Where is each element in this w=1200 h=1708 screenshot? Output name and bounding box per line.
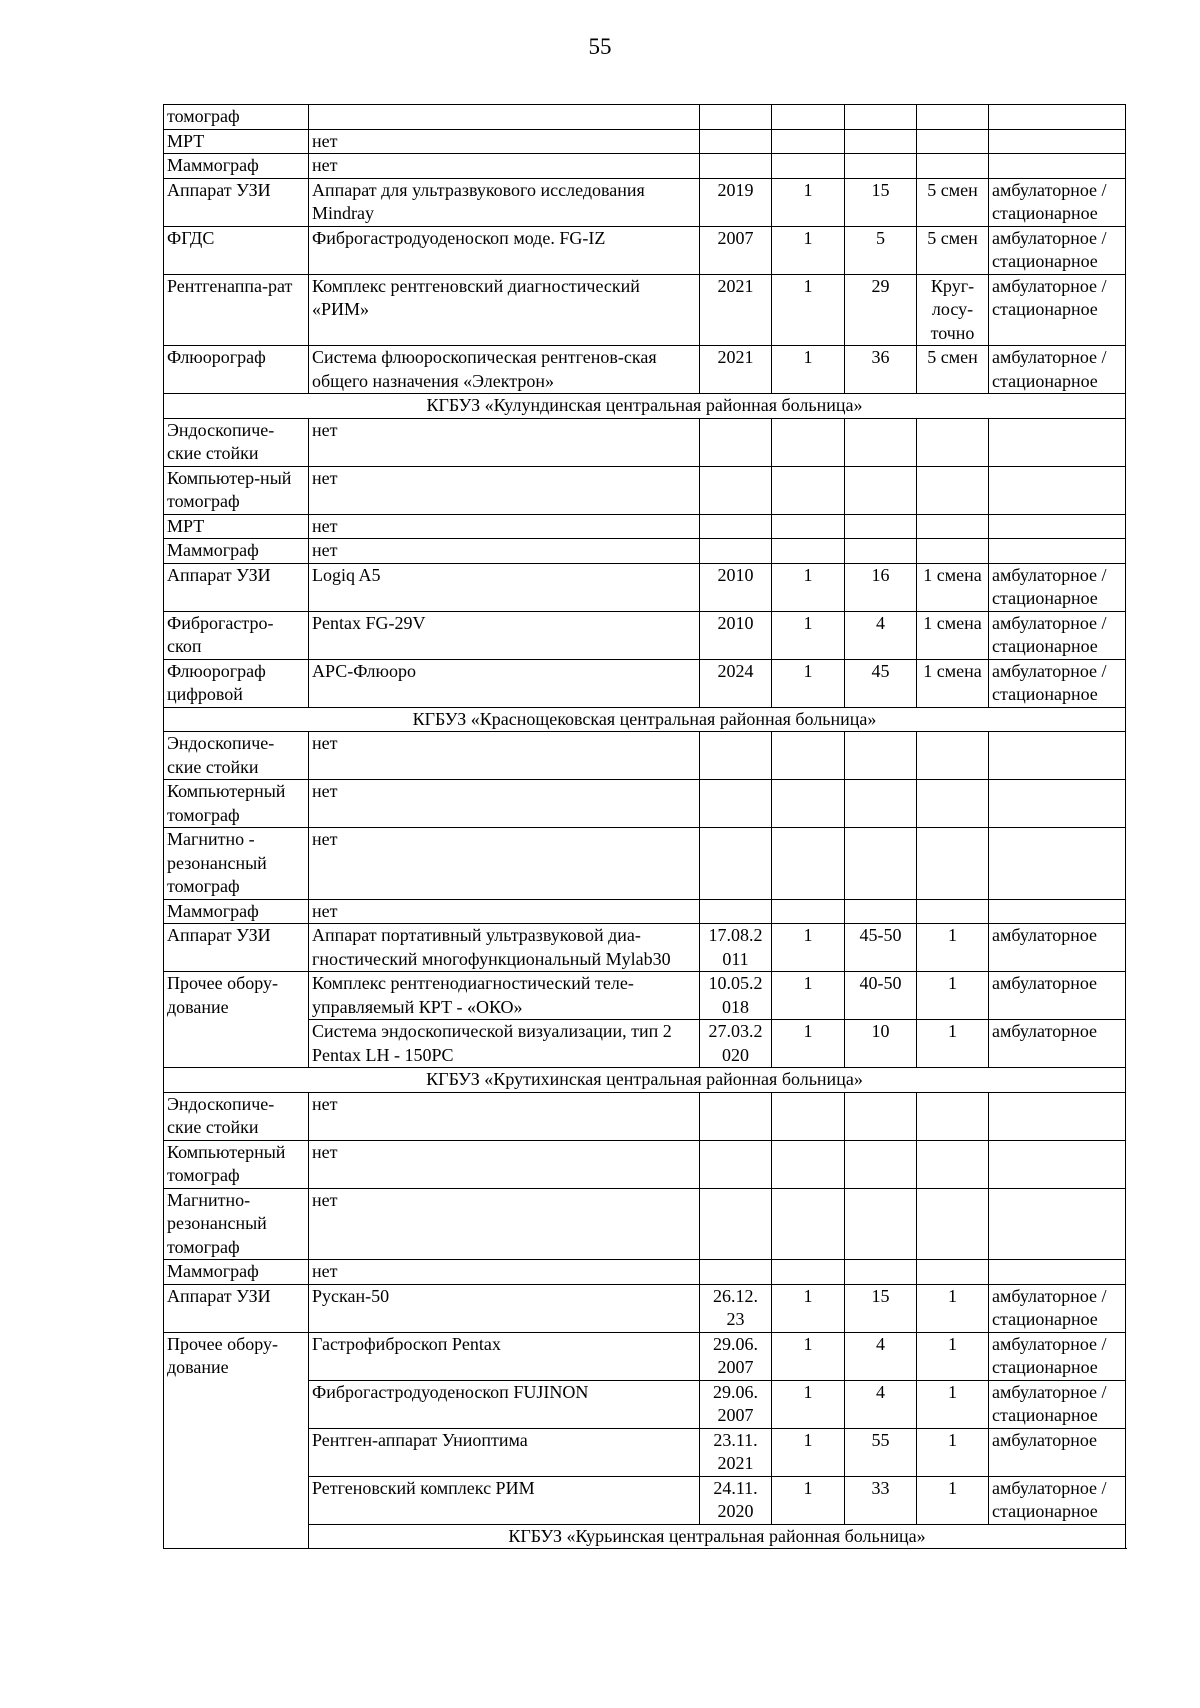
quantity-cell: [772, 105, 845, 130]
shift-cell: [917, 1188, 989, 1260]
quantity-cell: 1: [772, 1332, 845, 1380]
table-row: [164, 129, 1126, 154]
table-row: [164, 154, 1126, 179]
shift-cell: 1: [917, 1476, 989, 1524]
shift-cell: [917, 129, 989, 154]
load-cell: 33: [845, 1476, 917, 1524]
table-row: [164, 466, 1126, 514]
section-title: КГБУЗ «Кулундинская центральная районная больница»: [164, 394, 1126, 419]
shift-cell: 1: [917, 1428, 989, 1476]
equipment-model-cell: нет: [309, 828, 700, 900]
table-row: [164, 899, 1126, 924]
load-cell: [845, 1092, 917, 1140]
load-cell: 4: [845, 1332, 917, 1380]
equipment-model-cell: нет: [309, 1140, 700, 1188]
table-row: [164, 514, 1126, 539]
load-cell: [845, 899, 917, 924]
year-cell: 17.08.2 011: [700, 924, 772, 972]
equipment-model-cell: нет: [309, 899, 700, 924]
section-header-row: [164, 394, 1126, 419]
year-cell: 27.03.2 020: [700, 1020, 772, 1068]
year-cell: 2010: [700, 611, 772, 659]
year-cell: [700, 418, 772, 466]
equipment-type-cell: томограф: [164, 105, 309, 130]
load-cell: 15: [845, 178, 917, 226]
quantity-cell: [772, 539, 845, 564]
table-row: [164, 828, 1126, 900]
shift-cell: 1 смена: [917, 611, 989, 659]
shift-cell: [917, 780, 989, 828]
table-row: [164, 105, 1126, 130]
equipment-model-cell: Комплекс рентгеновский диагностический «РИМ»: [309, 274, 700, 346]
shift-cell: 5 смен: [917, 178, 989, 226]
year-cell: [700, 1260, 772, 1285]
care-mode-cell: [989, 899, 1126, 924]
year-cell: [700, 466, 772, 514]
shift-cell: [917, 514, 989, 539]
quantity-cell: 1: [772, 226, 845, 274]
equipment-model-cell: Аппарат для ультразвукового исследования Mindray: [309, 178, 700, 226]
equipment-model-cell: нет: [309, 732, 700, 780]
shift-cell: [917, 1092, 989, 1140]
equipment-type-cell: Эндоскопиче-ские стойки: [164, 1092, 309, 1140]
table-row: [164, 659, 1126, 707]
load-cell: 36: [845, 346, 917, 394]
table-row: [164, 563, 1126, 611]
load-cell: [845, 1188, 917, 1260]
load-cell: [845, 780, 917, 828]
load-cell: [845, 154, 917, 179]
load-cell: [845, 1260, 917, 1285]
equipment-model-cell: Logiq A5: [309, 563, 700, 611]
quantity-cell: [772, 154, 845, 179]
equipment-type-cell: Маммограф: [164, 539, 309, 564]
table-row: [164, 1092, 1126, 1140]
equipment-type-cell: МРТ: [164, 514, 309, 539]
equipment-model-cell: АРС-Флюоро: [309, 659, 700, 707]
load-cell: [845, 828, 917, 900]
care-mode-cell: [989, 828, 1126, 900]
equipment-table-body: [164, 105, 1126, 1549]
quantity-cell: 1: [772, 1380, 845, 1428]
equipment-type-cell: Компьютерный томограф: [164, 1140, 309, 1188]
care-mode-cell: амбулаторное / стационарное: [989, 611, 1126, 659]
year-cell: [700, 154, 772, 179]
care-mode-cell: [989, 1260, 1126, 1285]
equipment-type-cell: ФГДС: [164, 226, 309, 274]
quantity-cell: [772, 514, 845, 539]
equipment-model-cell: Система эндоскопической визуализации, тип 2 Pentax LH - 150PC: [309, 1020, 700, 1068]
quantity-cell: [772, 1092, 845, 1140]
care-mode-cell: амбулаторное / стационарное: [989, 1332, 1126, 1380]
care-mode-cell: амбулаторное: [989, 924, 1126, 972]
equipment-type-cell: Эндоскопиче-ские стойки: [164, 732, 309, 780]
equipment-model-cell: Аппарат портативный ультразвуковой диа-гностический многофункциональный Mylab30: [309, 924, 700, 972]
table-row: [164, 418, 1126, 466]
page-number: 55: [588, 34, 612, 59]
year-cell: [700, 1188, 772, 1260]
table-row: [164, 274, 1126, 346]
equipment-model-cell: нет: [309, 1092, 700, 1140]
load-cell: 40-50: [845, 972, 917, 1020]
shift-cell: [917, 418, 989, 466]
section-header-row: [164, 1524, 1126, 1549]
shift-cell: 1 смена: [917, 659, 989, 707]
year-cell: [700, 780, 772, 828]
quantity-cell: [772, 1260, 845, 1285]
equipment-model-cell: Система флюороскопическая рентгенов-ская общего назначения «Электрон»: [309, 346, 700, 394]
care-mode-cell: [989, 732, 1126, 780]
equipment-model-cell: Комплекс рентгенодиагностический теле-управляемый КРТ - «ОКО»: [309, 972, 700, 1020]
quantity-cell: [772, 1188, 845, 1260]
equipment-model-cell: Pentax FG-29V: [309, 611, 700, 659]
year-cell: [700, 514, 772, 539]
shift-cell: 5 смен: [917, 346, 989, 394]
equipment-model-cell: Ретгеновский комплекс РИМ: [309, 1476, 700, 1524]
care-mode-cell: [989, 1140, 1126, 1188]
equipment-type-cell: Маммограф: [164, 1260, 309, 1285]
quantity-cell: 1: [772, 563, 845, 611]
care-mode-cell: амбулаторное / стационарное: [989, 346, 1126, 394]
year-cell: 2019: [700, 178, 772, 226]
table-row: [164, 1380, 1126, 1428]
shift-cell: [917, 1140, 989, 1188]
shift-cell: [917, 105, 989, 130]
shift-cell: 1: [917, 1020, 989, 1068]
year-cell: [700, 1092, 772, 1140]
table-row: [164, 1188, 1126, 1260]
shift-cell: [917, 732, 989, 780]
equipment-type-cell: Магнитно-резонансный томограф: [164, 1188, 309, 1260]
table-row: [164, 539, 1126, 564]
quantity-cell: [772, 1140, 845, 1188]
care-mode-cell: амбулаторное: [989, 972, 1126, 1020]
equipment-model-cell: нет: [309, 1260, 700, 1285]
table-row: [164, 972, 1126, 1020]
year-cell: [700, 732, 772, 780]
care-mode-cell: [989, 1188, 1126, 1260]
quantity-cell: [772, 466, 845, 514]
quantity-cell: [772, 828, 845, 900]
year-cell: 2010: [700, 563, 772, 611]
care-mode-cell: [989, 154, 1126, 179]
care-mode-cell: амбулаторное: [989, 1428, 1126, 1476]
equipment-model-cell: нет: [309, 1188, 700, 1260]
equipment-model-cell: нет: [309, 514, 700, 539]
equipment-model-cell: Гастрофиброскоп Pentax: [309, 1332, 700, 1380]
equipment-type-cell: Прочее обору-дование: [164, 972, 309, 1068]
section-title: КГБУЗ «Краснощековская центральная районная больница»: [164, 707, 1126, 732]
load-cell: [845, 514, 917, 539]
quantity-cell: 1: [772, 924, 845, 972]
load-cell: 29: [845, 274, 917, 346]
equipment-type-cell: Маммограф: [164, 154, 309, 179]
equipment-type-cell: Аппарат УЗИ: [164, 563, 309, 611]
table-row: [164, 780, 1126, 828]
section-header-row: [164, 707, 1126, 732]
care-mode-cell: [989, 466, 1126, 514]
equipment-type-cell: Прочее обору-дование: [164, 1332, 309, 1549]
equipment-type-cell: Аппарат УЗИ: [164, 1284, 309, 1332]
care-mode-cell: [989, 780, 1126, 828]
load-cell: [845, 539, 917, 564]
year-cell: 10.05.2 018: [700, 972, 772, 1020]
table-row: [164, 226, 1126, 274]
shift-cell: [917, 539, 989, 564]
equipment-type-cell: Эндоскопиче-ские стойки: [164, 418, 309, 466]
equipment-type-cell: Флюорограф: [164, 346, 309, 394]
equipment-type-cell: Компьютерный томограф: [164, 780, 309, 828]
quantity-cell: 1: [772, 611, 845, 659]
shift-cell: Круг-лосу-точно: [917, 274, 989, 346]
year-cell: [700, 899, 772, 924]
year-cell: 24.11. 2020: [700, 1476, 772, 1524]
table-row: [164, 1476, 1126, 1524]
equipment-model-cell: Рускан-50: [309, 1284, 700, 1332]
year-cell: 23.11. 2021: [700, 1428, 772, 1476]
equipment-model-cell: нет: [309, 780, 700, 828]
table-row: [164, 1140, 1126, 1188]
year-cell: [700, 129, 772, 154]
equipment-model-cell: Рентген-аппарат Униоптима: [309, 1428, 700, 1476]
year-cell: [700, 1140, 772, 1188]
section-title: КГБУЗ «Курьинская центральная районная больница»: [309, 1524, 1126, 1549]
load-cell: [845, 466, 917, 514]
shift-cell: 5 смен: [917, 226, 989, 274]
load-cell: 4: [845, 611, 917, 659]
equipment-model-cell: Фиброгастродуоденоскоп FUJINON: [309, 1380, 700, 1428]
care-mode-cell: [989, 539, 1126, 564]
shift-cell: [917, 1260, 989, 1285]
equipment-type-cell: Маммограф: [164, 899, 309, 924]
quantity-cell: [772, 732, 845, 780]
table-row: [164, 1284, 1126, 1332]
load-cell: [845, 129, 917, 154]
shift-cell: [917, 828, 989, 900]
care-mode-cell: амбулаторное / стационарное: [989, 1380, 1126, 1428]
care-mode-cell: [989, 105, 1126, 130]
load-cell: 45: [845, 659, 917, 707]
year-cell: 2021: [700, 346, 772, 394]
care-mode-cell: амбулаторное / стационарное: [989, 659, 1126, 707]
shift-cell: [917, 466, 989, 514]
care-mode-cell: амбулаторное / стационарное: [989, 178, 1126, 226]
equipment-type-cell: МРТ: [164, 129, 309, 154]
load-cell: 55: [845, 1428, 917, 1476]
equipment-type-cell: Фиброгастро-скоп: [164, 611, 309, 659]
equipment-type-cell: Флюорограф цифровой: [164, 659, 309, 707]
quantity-cell: 1: [772, 1020, 845, 1068]
equipment-model-cell: нет: [309, 466, 700, 514]
section-header-row: [164, 1068, 1126, 1093]
shift-cell: 1: [917, 1380, 989, 1428]
shift-cell: 1: [917, 1332, 989, 1380]
equipment-model-cell: [309, 105, 700, 130]
load-cell: 16: [845, 563, 917, 611]
care-mode-cell: амбулаторное: [989, 1020, 1126, 1068]
load-cell: 45-50: [845, 924, 917, 972]
equipment-table: [163, 104, 1126, 1549]
care-mode-cell: амбулаторное / стационарное: [989, 1284, 1126, 1332]
year-cell: [700, 828, 772, 900]
quantity-cell: 1: [772, 972, 845, 1020]
table-row: [164, 732, 1126, 780]
table-row: [164, 1260, 1126, 1285]
care-mode-cell: [989, 514, 1126, 539]
care-mode-cell: [989, 418, 1126, 466]
table-row: [164, 924, 1126, 972]
equipment-type-cell: Аппарат УЗИ: [164, 178, 309, 226]
quantity-cell: 1: [772, 1284, 845, 1332]
load-cell: 10: [845, 1020, 917, 1068]
shift-cell: 1: [917, 1284, 989, 1332]
quantity-cell: [772, 899, 845, 924]
quantity-cell: [772, 780, 845, 828]
equipment-model-cell: Фиброгастродуоденоскоп моде. FG-IZ: [309, 226, 700, 274]
load-cell: 15: [845, 1284, 917, 1332]
year-cell: 2021: [700, 274, 772, 346]
care-mode-cell: амбулаторное / стационарное: [989, 1476, 1126, 1524]
equipment-type-cell: Аппарат УЗИ: [164, 924, 309, 972]
load-cell: 5: [845, 226, 917, 274]
year-cell: 2024: [700, 659, 772, 707]
year-cell: [700, 105, 772, 130]
quantity-cell: [772, 129, 845, 154]
load-cell: [845, 105, 917, 130]
quantity-cell: 1: [772, 178, 845, 226]
quantity-cell: 1: [772, 274, 845, 346]
care-mode-cell: [989, 129, 1126, 154]
table-row: [164, 1020, 1126, 1068]
care-mode-cell: амбулаторное / стационарное: [989, 226, 1126, 274]
care-mode-cell: [989, 1092, 1126, 1140]
quantity-cell: 1: [772, 1476, 845, 1524]
load-cell: [845, 418, 917, 466]
load-cell: [845, 732, 917, 780]
shift-cell: [917, 154, 989, 179]
table-row: [164, 178, 1126, 226]
shift-cell: 1: [917, 972, 989, 1020]
year-cell: 26.12. 23: [700, 1284, 772, 1332]
section-title: КГБУЗ «Крутихинская центральная районная больница»: [164, 1068, 1126, 1093]
load-cell: [845, 1140, 917, 1188]
quantity-cell: 1: [772, 659, 845, 707]
year-cell: 2007: [700, 226, 772, 274]
shift-cell: [917, 899, 989, 924]
quantity-cell: [772, 418, 845, 466]
table-row: [164, 611, 1126, 659]
care-mode-cell: амбулаторное / стационарное: [989, 563, 1126, 611]
care-mode-cell: амбулаторное / стационарное: [989, 274, 1126, 346]
equipment-type-cell: Рентгенаппа-рат: [164, 274, 309, 346]
load-cell: 4: [845, 1380, 917, 1428]
table-row: [164, 1332, 1126, 1380]
quantity-cell: 1: [772, 346, 845, 394]
equipment-type-cell: Магнитно - резонансный томограф: [164, 828, 309, 900]
shift-cell: 1 смена: [917, 563, 989, 611]
year-cell: 29.06. 2007: [700, 1380, 772, 1428]
equipment-model-cell: нет: [309, 154, 700, 179]
equipment-model-cell: нет: [309, 539, 700, 564]
equipment-type-cell: Компьютер-ный томограф: [164, 466, 309, 514]
equipment-model-cell: нет: [309, 129, 700, 154]
table-row: [164, 1428, 1126, 1476]
quantity-cell: 1: [772, 1428, 845, 1476]
year-cell: 29.06. 2007: [700, 1332, 772, 1380]
equipment-model-cell: нет: [309, 418, 700, 466]
table-row: [164, 346, 1126, 394]
shift-cell: 1: [917, 924, 989, 972]
year-cell: [700, 539, 772, 564]
